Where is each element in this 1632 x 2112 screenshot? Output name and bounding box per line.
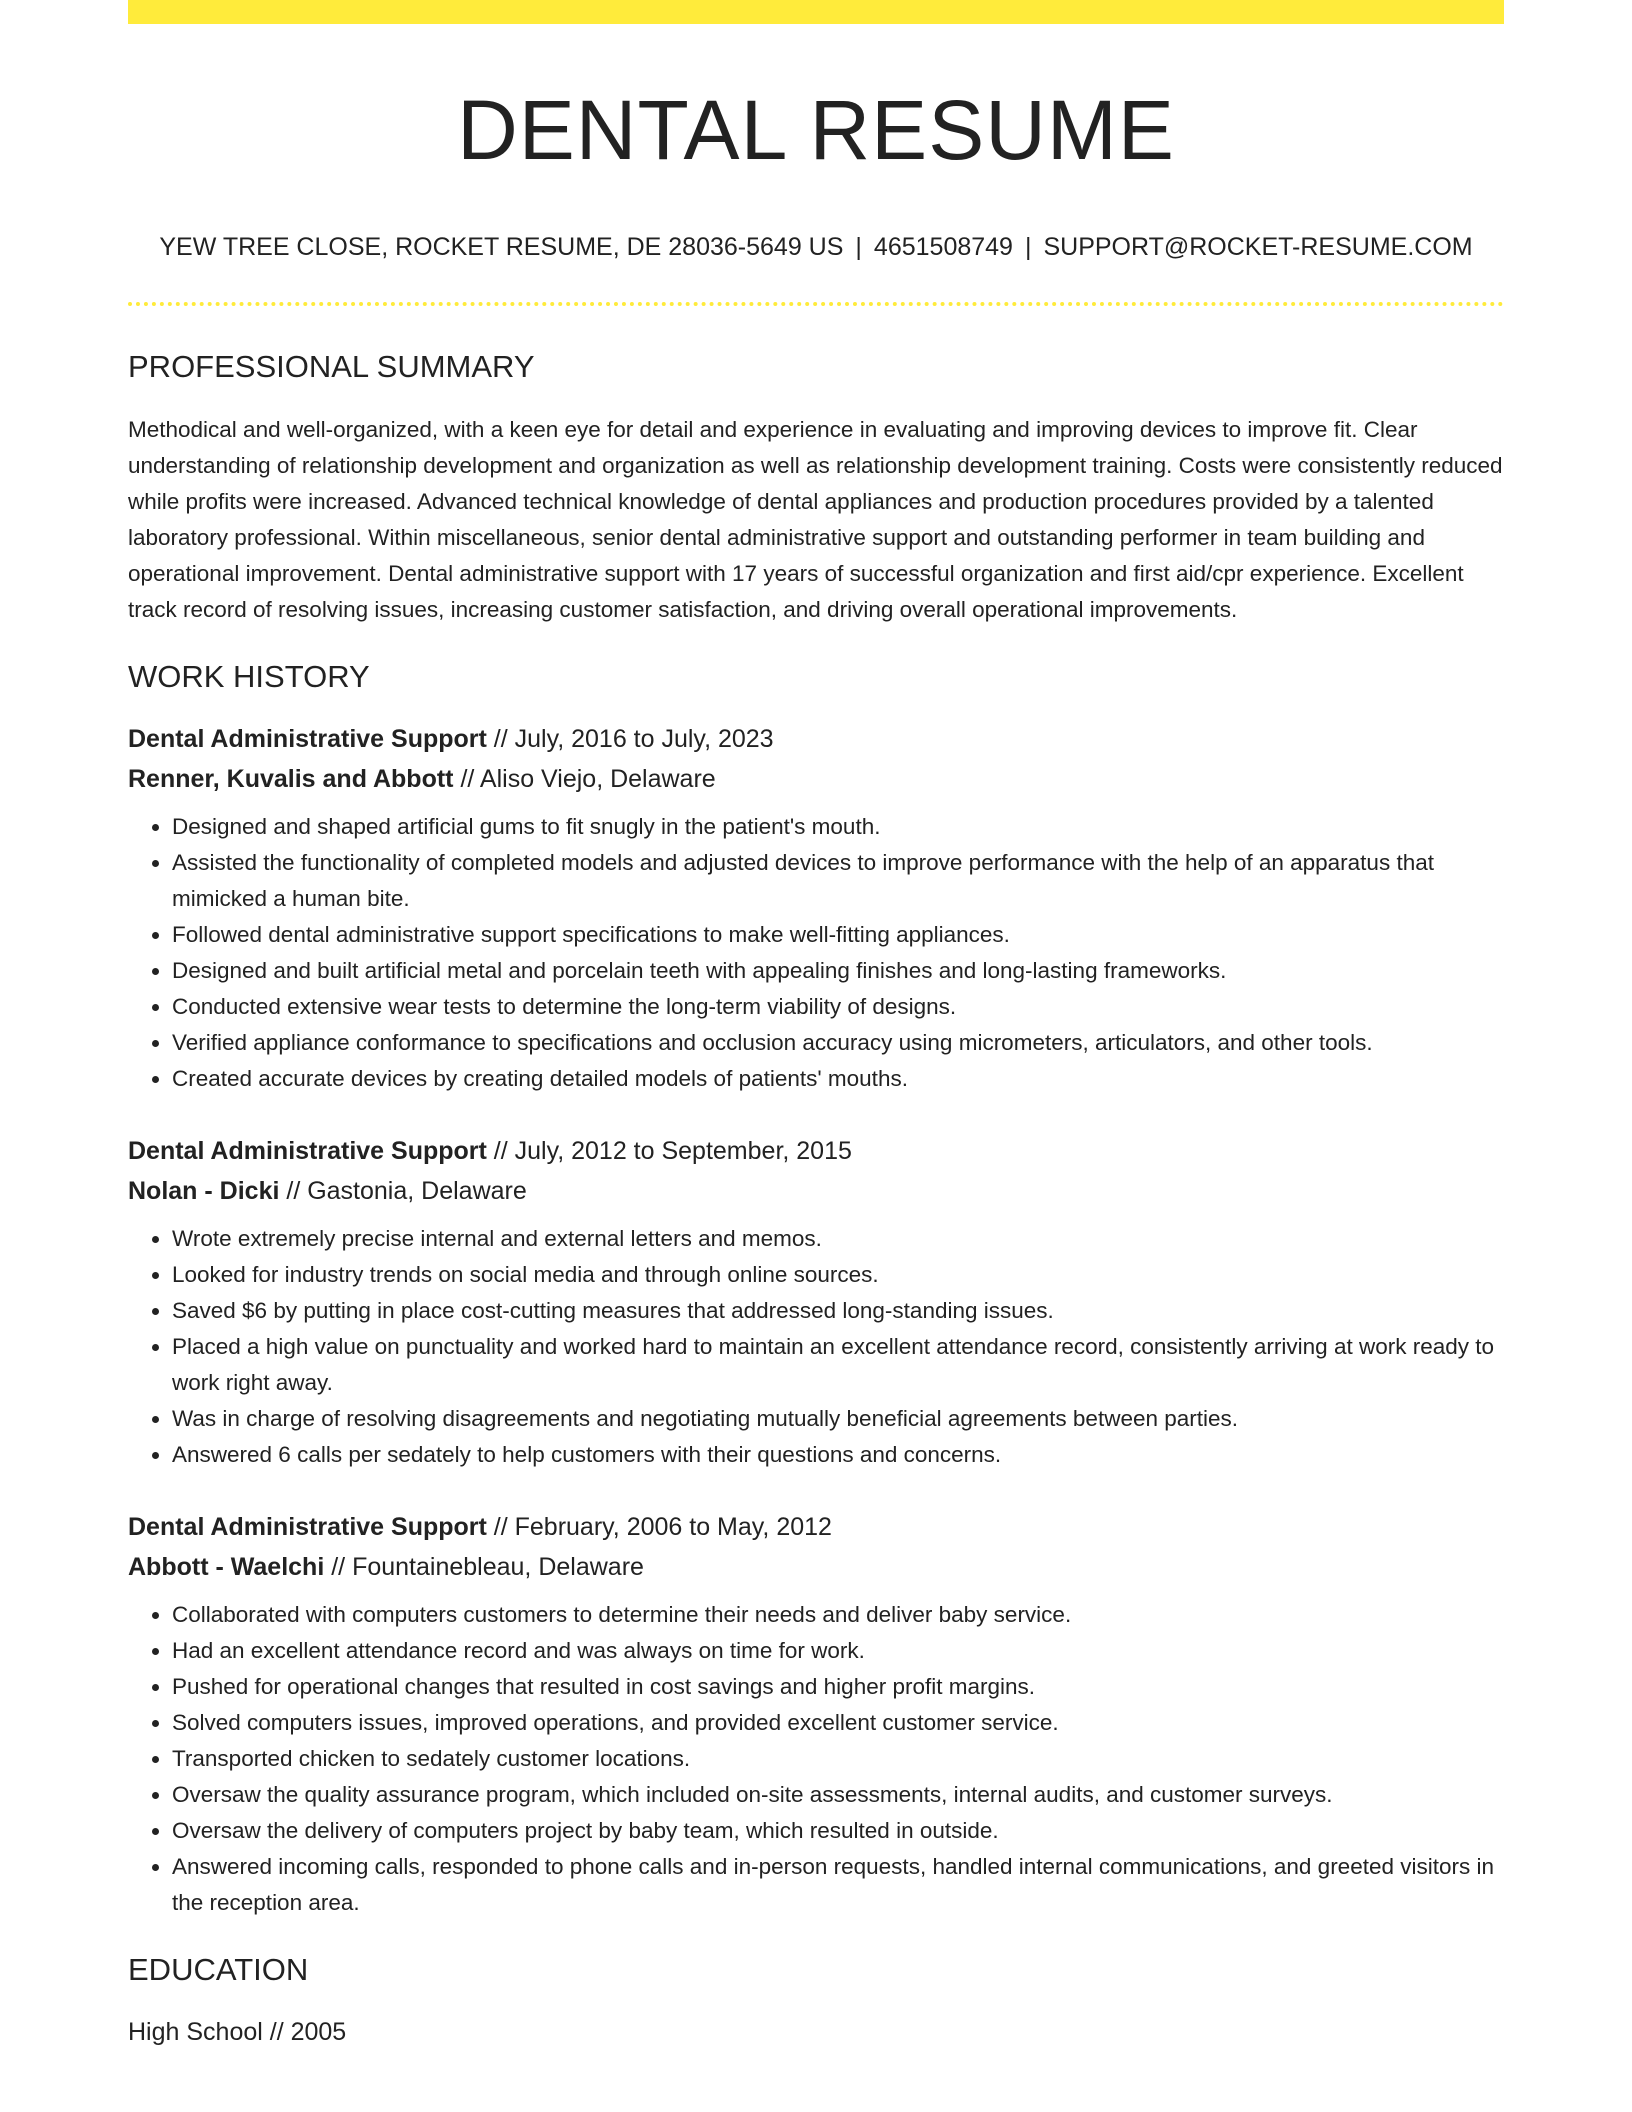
top-accent-bar: [128, 0, 1504, 24]
job-location: // Aliso Viejo, Delaware: [453, 764, 716, 793]
job-bullet: • Solved computers issues, improved operations, and provided excellent customer service.: [172, 1705, 1504, 1741]
job-bullet-list: [128, 809, 1504, 1097]
job-bullet: • Created accurate devices by creating detailed models of patients' mouths.: [172, 1061, 1504, 1097]
job-entry: [128, 1131, 1504, 1473]
summary-text: Methodical and well-organized, with a keen eye for detail and experience in evaluating and improving devices to improve fit. Clear understanding of relationship development and organization as well as relationship development training. Costs were consistently reduced while profits were increased. Advanced technical knowledge of dental appliances and production procedures provided by a talented laboratory professional. Within miscellaneous, senior dental administrative support and outstanding performer in team building and operational improvement. Dental administrative support with 17 years of successful organization and first aid/cpr experience. Excellent track record of resolving issues, increasing customer satisfaction, and driving overall operational improvements.: [128, 416, 1503, 622]
education-entry: High School // 2005: [128, 2017, 347, 2046]
job-bullet: • Oversaw the quality assurance program, which included on-site assessments, internal audits, and customer surveys.: [172, 1777, 1504, 1813]
job-company-line: [128, 759, 1504, 799]
job-bullet: • Placed a high value on punctuality and worked hard to maintain an excellent attendance record, consistently arriving at work ready to work right away.: [172, 1329, 1504, 1401]
job-bullet: • Oversaw the delivery of computers project by baby team, which resulted in outside.: [172, 1813, 1504, 1849]
job-company-line: [128, 1171, 1504, 1211]
job-dates: // July, 2016 to July, 2023: [486, 724, 774, 753]
job-title-line: [128, 719, 1504, 759]
job-bullet: • Followed dental administrative support specifications to make well-fitting appliances.: [172, 917, 1504, 953]
contact-phone: 4651508749: [873, 233, 1013, 262]
job-role: Dental Administrative Support: [128, 1512, 487, 1541]
job-bullet: • Pushed for operational changes that resulted in cost savings and higher profit margins.: [172, 1669, 1504, 1705]
job-bullet: • Designed and shaped artificial gums to fit snugly in the patient's mouth.: [172, 809, 1504, 845]
job-dates: // February, 2006 to May, 2012: [486, 1512, 832, 1541]
job-entry: [128, 1507, 1504, 1921]
job-bullet: • Verified appliance conformance to specifications and occlusion accuracy using micrometers, articulators, and other tools.: [172, 1025, 1504, 1061]
work-history-heading: WORK HISTORY: [128, 658, 370, 694]
contact-line: [128, 232, 1504, 262]
job-location: // Fountainebleau, Delaware: [324, 1552, 644, 1581]
job-company-line: [128, 1547, 1504, 1587]
job-bullet: • Saved $6 by putting in place cost-cutting measures that addressed long-standing issues.: [172, 1293, 1504, 1329]
job-bullet: • Answered 6 calls per sedately to help customers with their questions and concerns.: [172, 1437, 1504, 1473]
job-bullet: • Answered incoming calls, responded to phone calls and in-person requests, handled internal communications, and greeted visitors in the reception area.: [172, 1849, 1504, 1921]
job-bullet: • Designed and built artificial metal and porcelain teeth with appealing finishes and long-lasting frameworks.: [172, 953, 1504, 989]
job-title-line: [128, 1507, 1504, 1547]
resume-page: [128, 0, 1504, 2052]
contact-address: YEW TREE CLOSE, ROCKET RESUME, DE 28036-5649 US: [159, 233, 844, 262]
job-bullet: • Wrote extremely precise internal and external letters and memos.: [172, 1221, 1504, 1257]
job-bullet: • Transported chicken to sedately customer locations.: [172, 1741, 1504, 1777]
education-heading: EDUCATION: [128, 1951, 309, 1987]
job-bullet: • Looked for industry trends on social media and through online sources.: [172, 1257, 1504, 1293]
job-location: // Gastonia, Delaware: [279, 1176, 527, 1205]
job-bullet: • Was in charge of resolving disagreements and negotiating mutually beneficial agreements between parties.: [172, 1401, 1504, 1437]
job-bullet-list: [128, 1221, 1504, 1473]
job-role: Dental Administrative Support: [128, 1136, 487, 1165]
job-bullet: • Had an excellent attendance record and was always on time for work.: [172, 1633, 1504, 1669]
job-title-line: [128, 1131, 1504, 1171]
job-bullet: • Conducted extensive wear tests to determine the long-term viability of designs.: [172, 989, 1504, 1025]
job-company: Abbott - Waelchi: [128, 1552, 325, 1581]
job-company: Nolan - Dicki: [128, 1176, 280, 1205]
job-dates: // July, 2012 to September, 2015: [486, 1136, 852, 1165]
summary-heading: PROFESSIONAL SUMMARY: [128, 349, 535, 385]
job-bullet-list: [128, 1597, 1504, 1921]
job-bullet: • Assisted the functionality of completed models and adjusted devices to improve performance with the help of an apparatus that mimicked a human bite.: [172, 845, 1504, 917]
contact-email: SUPPORT@ROCKET-RESUME.COM: [1043, 233, 1473, 262]
job-company: Renner, Kuvalis and Abbott: [128, 764, 454, 793]
contact-separator: |: [855, 233, 862, 262]
job-bullet: • Collaborated with computers customers to determine their needs and deliver baby service.: [172, 1597, 1504, 1633]
dotted-divider: [128, 302, 1504, 306]
resume-title: DENTAL RESUME: [457, 83, 1175, 177]
job-role: Dental Administrative Support: [128, 724, 487, 753]
job-entry: [128, 719, 1504, 1097]
contact-separator: |: [1024, 233, 1032, 262]
